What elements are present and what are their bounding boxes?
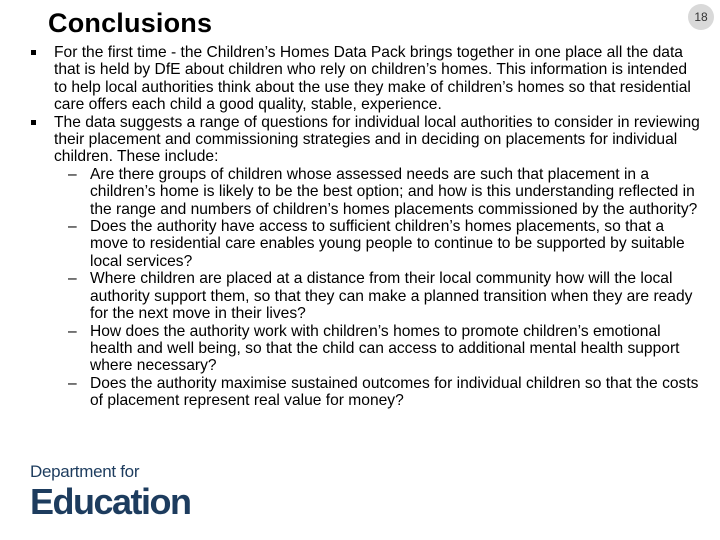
logo-line-department: Department for xyxy=(30,462,140,481)
question-item xyxy=(54,375,704,410)
dash-bullet-icon: – xyxy=(68,374,77,392)
dash-bullet-icon: – xyxy=(68,322,77,340)
square-bullet-icon xyxy=(31,50,36,55)
question-text: Where children are placed at a distance from their local community how will the local authority support them, so that they can make a planned transition when they are ready for the next move in their lives? xyxy=(90,270,693,323)
square-bullet-icon xyxy=(31,120,36,125)
question-item xyxy=(54,323,704,375)
bullet-item xyxy=(28,44,704,114)
question-item xyxy=(54,270,704,322)
question-text: Does the authority have access to sufficient children’s homes placements, so that a move to residential care enables young people to continue to be supported by suitable local services? xyxy=(90,218,685,270)
bullet-text: The data suggests a range of questions for individual local authorities to consider in reviewing their placement and commissioning strategies and in deciding on placements for individual children. These include: xyxy=(54,113,700,166)
question-text: How does the authority work with children’s homes to promote children’s emotional health and well being, so that the child can access to additional mental health support where necessary? xyxy=(90,322,680,375)
question-text: Does the authority maximise sustained outcomes for individual children so that the costs of placement represent real value for money? xyxy=(90,374,699,410)
dash-bullet-icon: – xyxy=(68,165,77,183)
question-item xyxy=(54,166,704,218)
question-item xyxy=(54,218,704,270)
slide-title: Conclusions xyxy=(48,8,213,38)
dash-bullet-icon: – xyxy=(68,270,77,288)
slide-body xyxy=(28,44,704,410)
question-list xyxy=(28,166,704,410)
dash-bullet-icon: – xyxy=(68,218,77,236)
page-number-badge: 18 xyxy=(688,4,714,30)
bullet-item xyxy=(28,114,704,166)
bullet-text: For the first time - the Children’s Homes Data Pack brings together in one place all the data that is held by DfE about children who rely on children’s homes. This information is intended to help local authorities think about the use they make of children’s homes so that residential care offers each child a good quality, stable, experience. xyxy=(54,44,691,114)
dfe-logo xyxy=(30,462,191,522)
logo-line-education: Education xyxy=(30,481,191,522)
question-text: Are there groups of children whose assessed needs are such that placement in a children’s home is likely to be the best option; and how is this understanding reflected in the range and numbers of children’s homes placements commissioned by the authority? xyxy=(90,165,698,218)
